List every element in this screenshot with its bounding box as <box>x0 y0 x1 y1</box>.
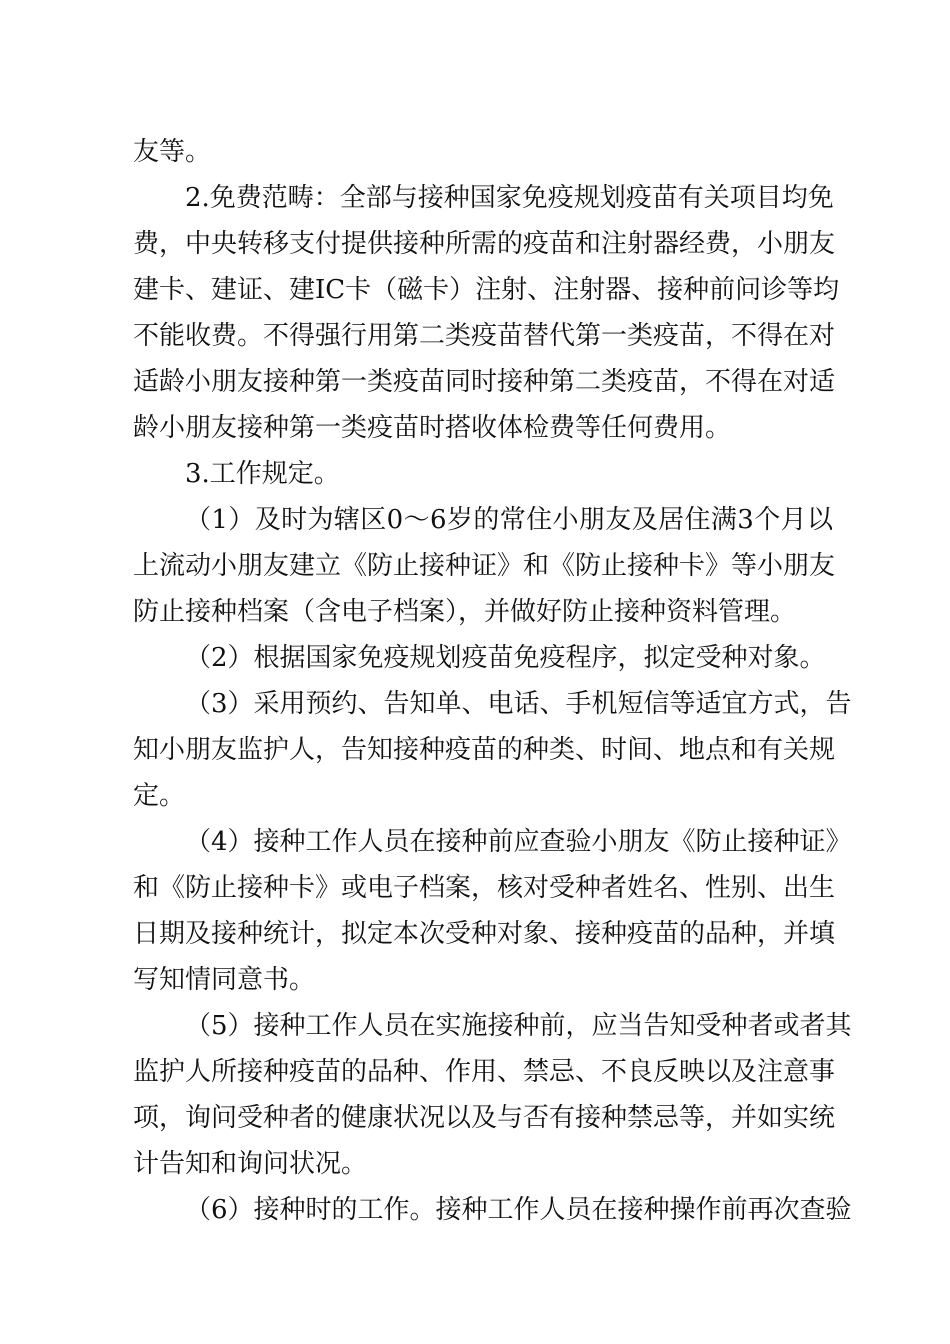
text-line-2: 2.免费范畴：全部与接种国家免疫规划疫苗有关项目均免 <box>185 183 834 213</box>
text-line-16: （4）接种工作人员在接种前应查验小朋友《防止接种证》 <box>185 827 852 857</box>
text-line-22: 项，询问受种者的健康状况以及与否有接种禁忌等，并如实统 <box>133 1103 836 1133</box>
text-line-19: 写知情同意书。 <box>133 965 316 995</box>
text-line-9: （1）及时为辖区0～6岁的常住小朋友及居住满3个月以 <box>185 505 833 535</box>
text-line-23: 计告知和询问状况。 <box>133 1149 368 1179</box>
text-line-4: 建卡、建证、建IC卡（磁卡）注射、注射器、接种前问诊等均 <box>133 275 840 305</box>
text-line-11: 防止接种档案（含电子档案），并做好防止接种资料管理。 <box>133 597 797 627</box>
text-line-6: 适龄小朋友接种第一类疫苗同时接种第二类疫苗，不得在对适 <box>133 367 836 397</box>
text-line-8: 3.工作规定。 <box>185 459 340 489</box>
text-line-18: 日期及接种统计，拟定本次受种对象、接种疫苗的品种，并填 <box>133 919 836 949</box>
text-line-12: （2）根据国家免疫规划疫苗免疫程序，拟定受种对象。 <box>185 643 826 673</box>
text-line-1: 友等。 <box>133 137 212 167</box>
text-line-17: 和《防止接种卡》或电子档案，核对受种者姓名、性别、出生 <box>133 873 836 903</box>
text-line-15: 定。 <box>133 781 186 811</box>
text-line-24: （6）接种时的工作。接种工作人员在接种操作前再次查验 <box>185 1195 852 1225</box>
text-line-5: 不能收费。不得强行用第二类疫苗替代第一类疫苗，不得在对 <box>133 321 836 351</box>
text-line-10: 上流动小朋友建立《防止接种证》和《防止接种卡》等小朋友 <box>133 551 836 581</box>
text-line-20: （5）接种工作人员在实施接种前，应当告知受种者或者其 <box>185 1011 852 1041</box>
text-line-3: 费，中央转移支付提供接种所需的疫苗和注射器经费，小朋友 <box>133 229 836 259</box>
text-line-7: 龄小朋友接种第一类疫苗时搭收体检费等任何费用。 <box>133 413 732 443</box>
text-line-13: （3）采用预约、告知单、电话、手机短信等适宜方式，告 <box>185 689 852 719</box>
text-line-21: 监护人所接种疫苗的品种、作用、禁忌、不良反映以及注意事 <box>133 1057 836 1087</box>
text-line-14: 知小朋友监护人，告知接种疫苗的种类、时间、地点和有关规 <box>133 735 836 765</box>
